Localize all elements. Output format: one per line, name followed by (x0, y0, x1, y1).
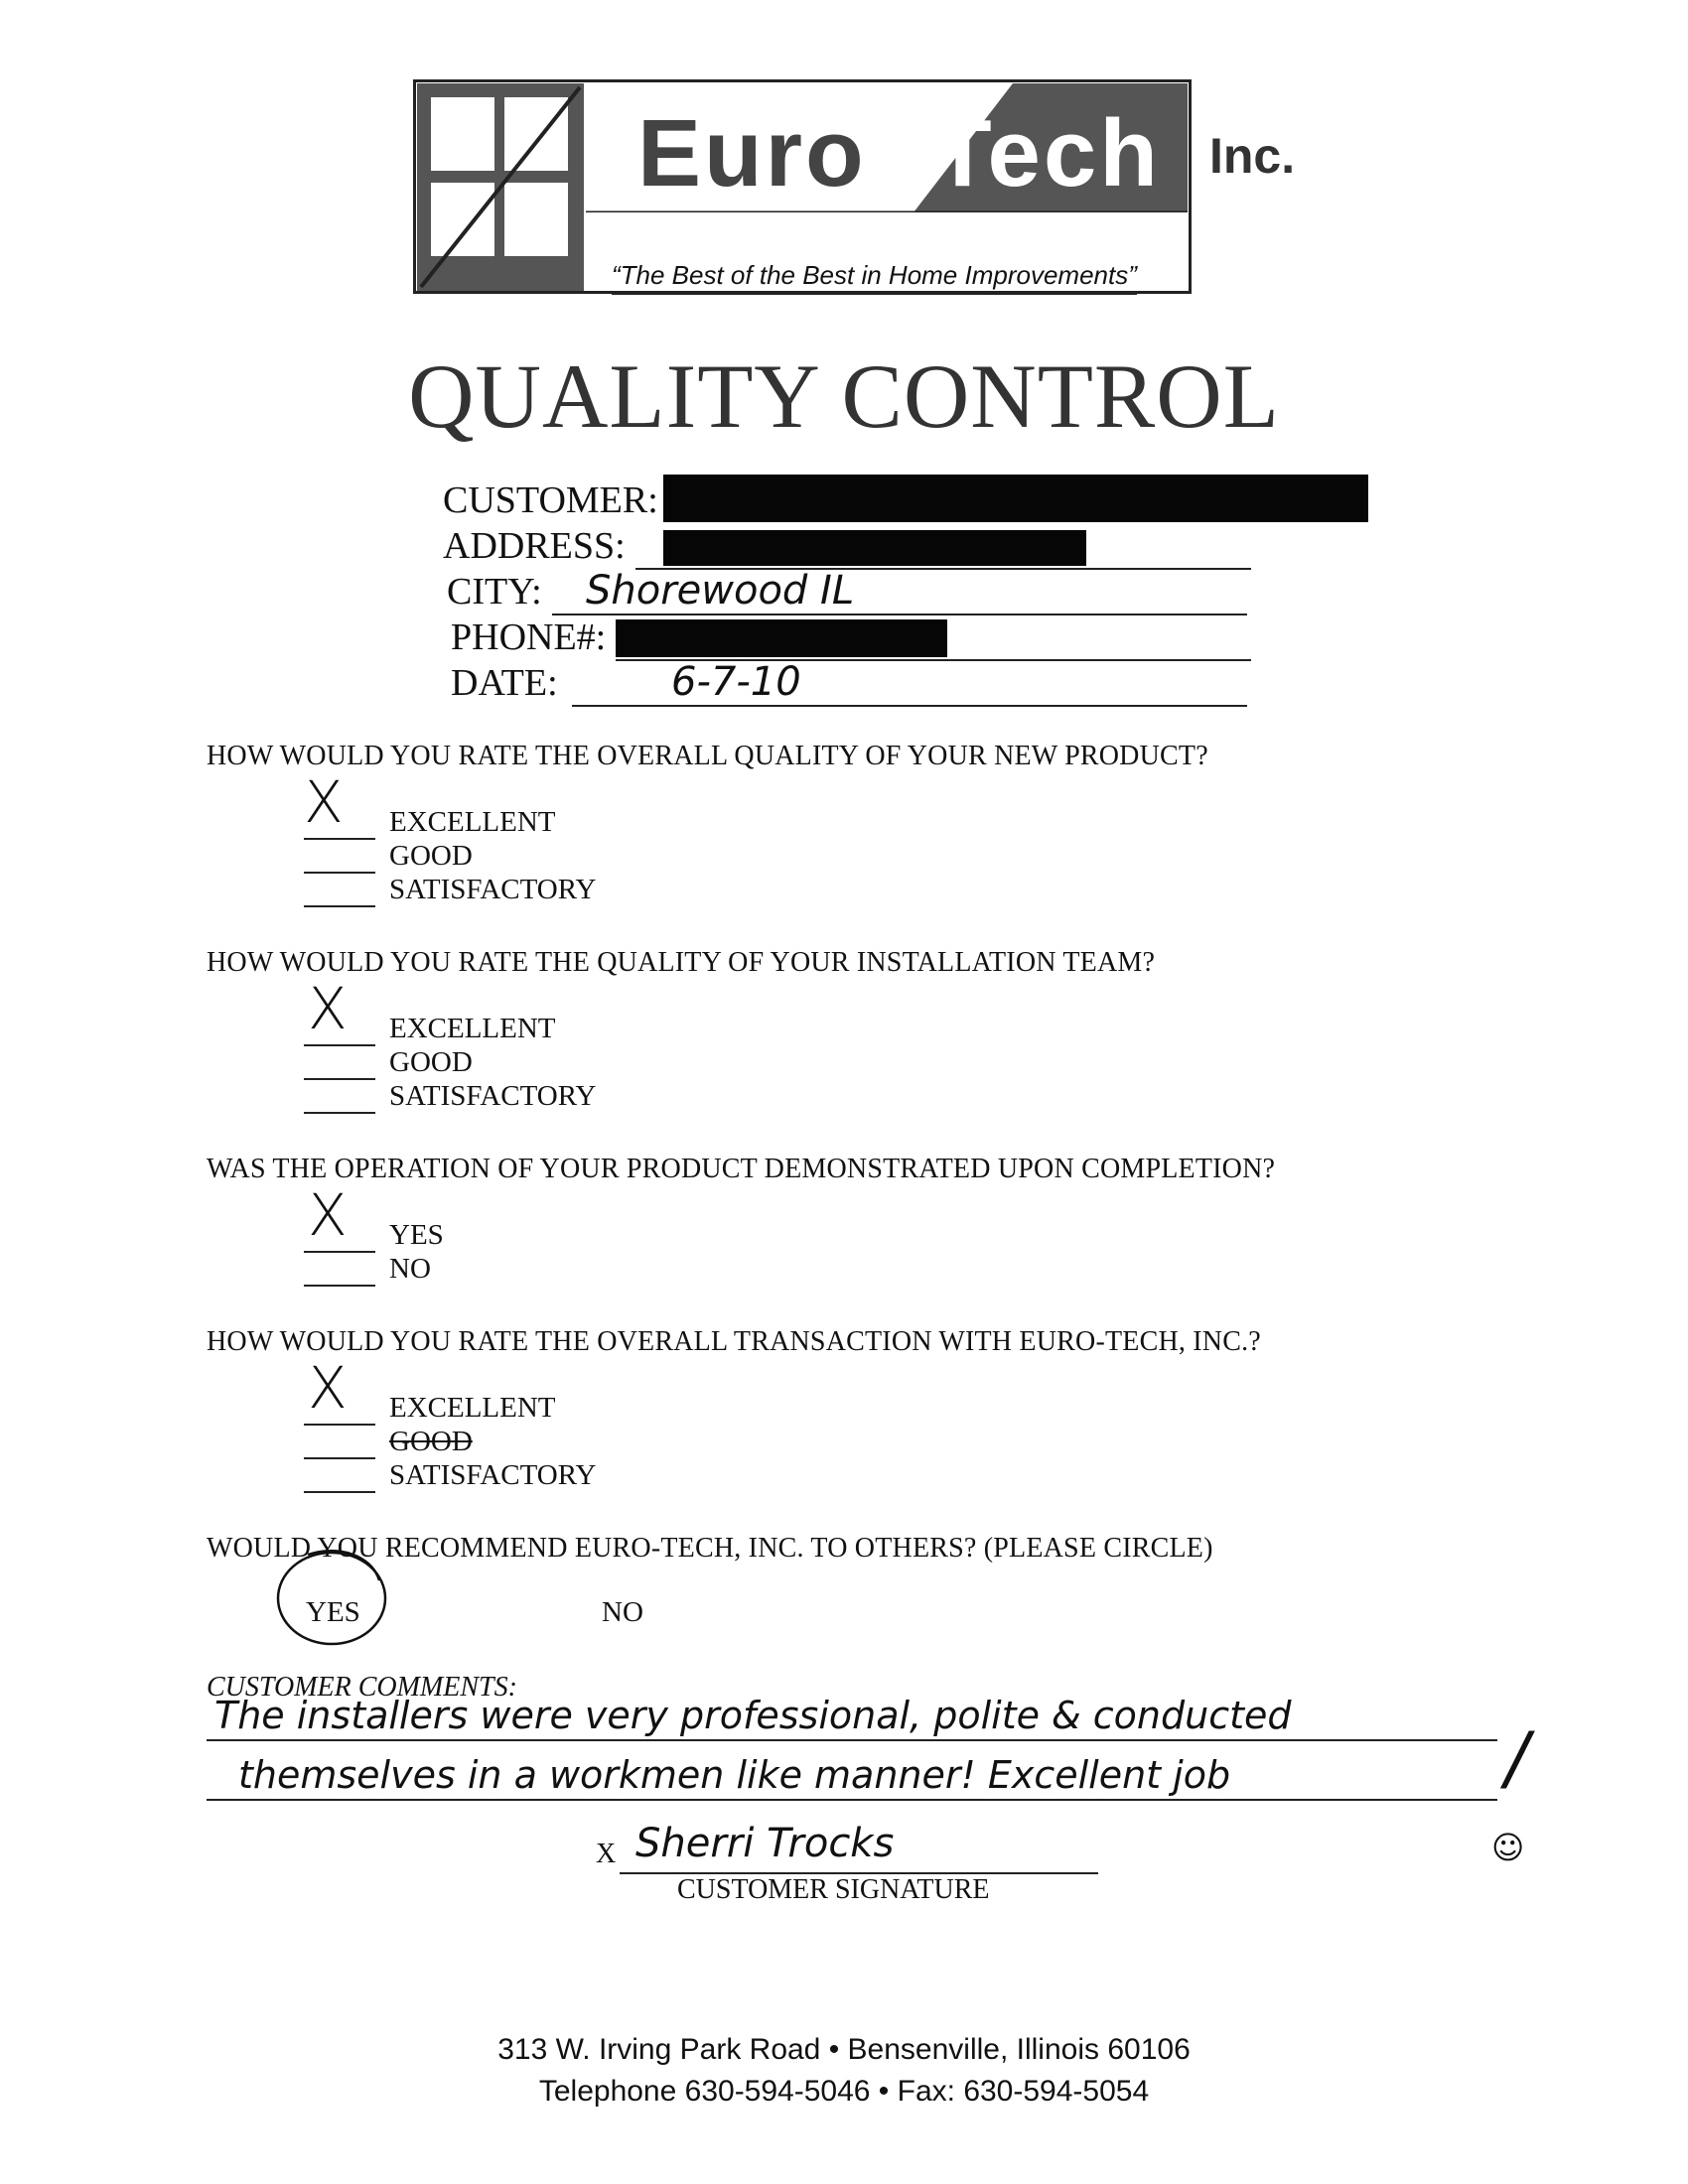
comments-label: CUSTOMER COMMENTS: (207, 1672, 517, 1703)
address-label: ADDRESS: (443, 525, 626, 567)
phone-redaction (616, 619, 947, 657)
comment-text-1: The installers were very professional, polite & conducted (214, 1694, 1292, 1737)
question-3: WAS THE OPERATION OF YOUR PRODUCT DEMONSTRATED UPON COMPLETION? (207, 1154, 1276, 1184)
question-2: HOW WOULD YOU RATE THE QUALITY OF YOUR INSTALLATION TEAM? (207, 947, 1156, 978)
q2-check-mark: X (308, 975, 348, 1042)
question-4: HOW WOULD YOU RATE THE OVERALL TRANSACTION WITH EURO-TECH, INC.? (207, 1326, 1261, 1357)
q3-option-yes: YES (389, 1219, 444, 1251)
q3-option-line (304, 1251, 375, 1253)
q1-option-excellent: EXCELLENT (389, 806, 556, 838)
smiley-icon: ☺ (1491, 1829, 1525, 1866)
q2-option-satisfactory: SATISFACTORY (389, 1080, 597, 1112)
address-redaction (663, 530, 1086, 566)
q3-check-mark: X (308, 1181, 348, 1249)
date-value: 6-7-10 (671, 659, 801, 705)
q4-option-satisfactory: SATISFACTORY (389, 1459, 597, 1491)
q1-option-line (304, 872, 375, 874)
logo-inc: Inc. (1209, 128, 1296, 184)
q1-check-mark: X (304, 768, 344, 836)
logo-word-tech: Tech (933, 100, 1161, 206)
recommend-yes: YES (306, 1596, 360, 1628)
q2-option-line (304, 1044, 375, 1046)
q2-option-good: GOOD (389, 1046, 473, 1078)
city-line (552, 614, 1247, 615)
recommend-no: NO (602, 1596, 643, 1628)
phone-label: PHONE#: (451, 616, 607, 658)
q1-option-line (304, 838, 375, 840)
yes-circle-mark (268, 1541, 397, 1650)
page-title: QUALITY CONTROL (408, 345, 1280, 447)
logo-tagline: “The Best of the Best in Home Improvements” (612, 260, 1137, 295)
date-label: DATE: (451, 662, 558, 704)
recommend-question: WOULD YOU RECOMMEND EURO-TECH, INC. TO OTHERS? (PLEASE CIRCLE) (207, 1533, 1213, 1564)
q4-option-good: GOOD (389, 1426, 473, 1457)
q1-option-line (304, 905, 375, 907)
question-1: HOW WOULD YOU RATE THE OVERALL QUALITY OF YOUR NEW PRODUCT? (207, 741, 1208, 771)
q2-option-line (304, 1078, 375, 1080)
logo-word-euro: Euro (637, 100, 867, 206)
logo-window-icon (417, 83, 584, 291)
customer-redaction (663, 475, 1368, 522)
q1-option-satisfactory: SATISFACTORY (389, 874, 597, 905)
comment-exclaim: / (1505, 1717, 1529, 1799)
comment-line-1 (207, 1739, 1497, 1741)
comment-text-2: themselves in a workmen like manner! Excellent job (238, 1753, 1231, 1797)
q4-option-excellent: EXCELLENT (389, 1392, 556, 1424)
q4-option-line (304, 1457, 375, 1459)
signature-prefix: X (596, 1839, 617, 1869)
customer-label: CUSTOMER: (443, 479, 658, 521)
footer-address: 313 W. Irving Park Road • Bensenville, Illinois 60106 (497, 2033, 1191, 2066)
date-line (572, 705, 1247, 707)
footer-contact: Telephone 630-594-5046 • Fax: 630-594-5054 (538, 2075, 1150, 2108)
q4-check-mark: X (308, 1354, 348, 1422)
q1-option-good: GOOD (389, 840, 473, 872)
comment-line-2 (207, 1799, 1497, 1801)
q2-option-excellent: EXCELLENT (389, 1013, 556, 1044)
q3-option-no: NO (389, 1253, 431, 1285)
q4-option-line (304, 1424, 375, 1426)
signature-value: Sherri Trocks (635, 1821, 895, 1866)
city-value: Shorewood IL (586, 568, 855, 614)
q3-option-line (304, 1285, 375, 1287)
q4-option-line (304, 1491, 375, 1493)
q2-option-line (304, 1112, 375, 1114)
city-label: CITY: (447, 571, 542, 613)
signature-label: CUSTOMER SIGNATURE (677, 1874, 990, 1905)
